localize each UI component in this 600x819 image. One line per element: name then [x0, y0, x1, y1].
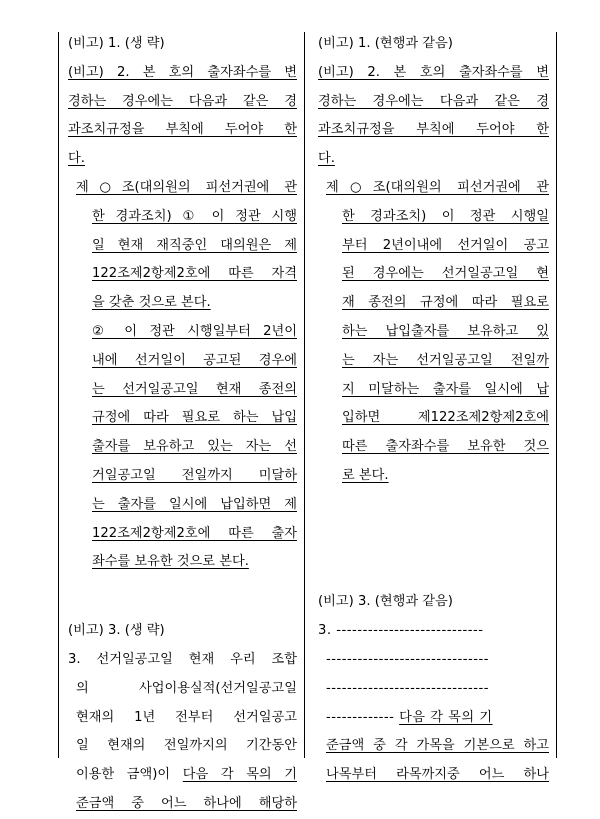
text-line: 122조제2항제2호에 따른 출자: [92, 525, 297, 541]
text-line: 된 경우에는 선거일공고일 현: [342, 266, 549, 282]
text-line: 로 본다.: [342, 467, 389, 483]
revised-text-column: [318, 30, 549, 790]
text-line: 을 갖춘 것으로 본다.: [92, 295, 211, 311]
text-line: ② 이 정관 시행일부터 2년이: [92, 323, 297, 339]
text-line: 현재의 1년 전부터 선거일공고: [76, 709, 297, 725]
text-line: (비고) 1. (생 략): [68, 36, 165, 51]
text-line: 좌수를 보유한 것으로 본다.: [92, 554, 249, 570]
text-line: 재 종전의 규정에 따라 필요로: [342, 295, 549, 311]
text-line: (비고) 1. (현행과 같음): [318, 36, 453, 51]
text-line: 다.: [318, 151, 335, 167]
text-line: -------------------------------: [326, 651, 490, 667]
text-line: 따른 출자좌수를 보유한 것으: [342, 439, 549, 455]
text-line: 준금액 중 어느 하나에 해당하: [76, 795, 297, 811]
text-line: 과조치규정을 부칙에 두어야 한: [68, 122, 297, 138]
text-line: 하는 납입출자를 보유하고 있: [342, 323, 549, 339]
text-line: 이용한 금액)이 다음 각 목의 기: [76, 767, 297, 783]
text-line: 제○조(대의원의 피선거권에 관: [326, 179, 549, 195]
text-line: 는 자는 선거일공고일 전일까: [342, 352, 549, 368]
text-line: -------------------------------: [326, 680, 490, 696]
text-line: 제○조(대의원의 피선거권에 관: [76, 179, 297, 195]
left-section-remark-3: [68, 617, 297, 819]
text-line: 경하는 경우에는 다음과 같은 경: [318, 93, 549, 109]
text-line: 의 사업이용실적(선거일공고일: [76, 680, 297, 696]
left-section-remark-2: [68, 30, 297, 577]
text-line: (비고) 3. (현행과 같음): [318, 594, 453, 610]
text-line: 지 미달하는 출자를 일시에 납: [342, 381, 549, 397]
text-line: ------------- 다음 각 목의 기: [326, 709, 493, 725]
divider-right: [556, 32, 557, 758]
text-line: 입하면 제122조제2항제2호에: [342, 410, 549, 426]
text-line: 한 경과조치) ① 이 정관 시행: [92, 208, 297, 224]
divider-left: [58, 32, 59, 758]
text-line: 나목부터 라목까지중 어느 하나: [326, 767, 549, 783]
text-line: 규정에 따라 필요로 하는 납입: [92, 410, 297, 426]
text-line: 거일공고일 전일까지 미달하: [92, 467, 297, 483]
text-line: 부터 2년이내에 선거일이 공고: [342, 237, 549, 253]
text-line: 3. ----------------------------: [318, 623, 484, 639]
text-line: 3. 선거일공고일 현재 우리 조합: [68, 651, 297, 667]
text-line: 준금액 중 각 가목을 기본으로 하고: [326, 738, 549, 754]
current-text-column: [68, 30, 297, 819]
right-section-remark-3: [318, 588, 549, 790]
text-line: 한 경과조치) 이 정관 시행일: [342, 208, 549, 224]
text-line: (비고) 3. (생 략): [68, 623, 165, 639]
text-line: 122조제2항제2호에 따른 자격: [92, 266, 297, 282]
text-line: 다.: [68, 151, 85, 167]
text-line: 출자를 보유하고 있는 자는 선: [92, 439, 297, 455]
text-line: 내에 선거일이 공고된 경우에: [92, 352, 297, 368]
divider-center: [304, 32, 305, 758]
text-line: 경하는 경우에는 다음과 같은 경: [68, 93, 297, 109]
text-line: 는 선거일공고일 현재 종전의: [92, 381, 297, 397]
text-line: 과조치규정을 부칙에 두어야 한: [318, 122, 549, 138]
text-line: (비고) 2. 본 호의 출자좌수를 변: [68, 64, 297, 80]
right-section-remark-2: [318, 30, 549, 491]
text-line: 는 출자를 일시에 납입하면 제: [92, 496, 297, 512]
text-line: 일 현재 재직중인 대의원은 제: [92, 237, 297, 253]
text-line: 일 현재의 전일까지의 기간동안: [76, 738, 297, 754]
text-line: (비고) 2. 본 호의 출자좌수를 변: [318, 64, 549, 80]
